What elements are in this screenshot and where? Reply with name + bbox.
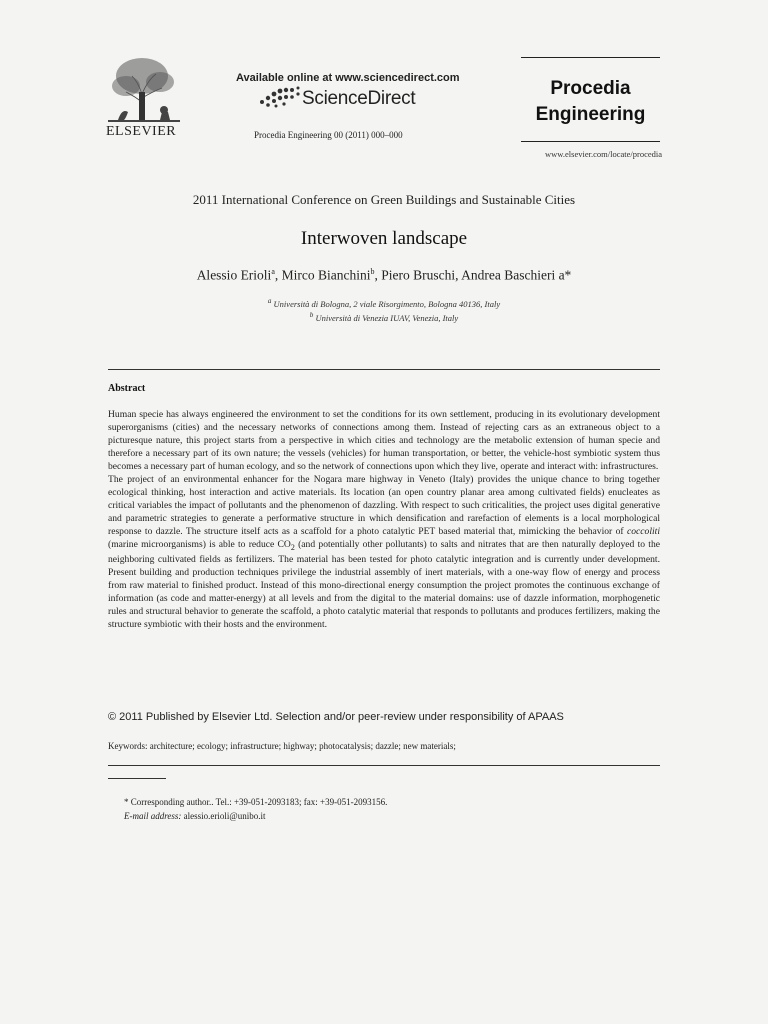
- author-name: Mirco Bianchini: [281, 267, 371, 283]
- journal-url[interactable]: www.elsevier.com/locate/procedia: [545, 149, 662, 159]
- email-note: [124, 811, 265, 821]
- author-affil-mark: b: [370, 267, 375, 276]
- conference-name: 2011 International Conference on Green Buildings and Sustainable Cities: [192, 192, 576, 207]
- abstract-paragraph-2: [108, 474, 660, 632]
- author-separator: ,: [374, 267, 382, 283]
- author-affil-mark: a: [271, 267, 275, 276]
- abstract-body: [108, 409, 660, 632]
- abstract-subscript: 2: [290, 542, 295, 552]
- abstract-heading: Abstract: [108, 383, 146, 394]
- publisher-name: ELSEVIER: [106, 124, 177, 139]
- author-separator: ,: [274, 267, 282, 283]
- abstract-paragraph-1: Human specie has always engineered the environment to set the conditions for its own settlement, producing in its evolutionary development superorganisms (cities) and the necessary networks of connections among them. Instead of rejecting cars as an extraneous object to a picturesque nature, this project starts from a perspective in which cities and technology are the metabolic extension of human specie and therefore a necessary part of its own nature; the vessels (vehicles) for human transportation, or better, the vehicle-host symbiotic system thus becomes a necessary part of human ecology, and so the network of connections upon which they live, operate and interact with: infrastructures.: [108, 409, 660, 472]
- sciencedirect-dots-icon: [256, 86, 306, 108]
- sciencedirect-logo-text: ScienceDirect: [302, 88, 416, 109]
- journal-reference: Procedia Engineering 00 (2011) 000–000: [254, 130, 403, 140]
- affil-mark: b: [309, 311, 314, 319]
- affil-text: Università di Venezia IUAV, Venezia, Italy: [315, 312, 459, 323]
- copyright-notice: © 2011 Published by Elsevier Ltd. Selection and/or peer-review under responsibility of APAAS: [108, 711, 564, 723]
- abstract-text: (and potentially other pollutants) to salts and nitrates that are then naturally deployed to the neighboring cultivated fields as fertilizers. The material has been tested for photo catalytic integration and is currently under development. Present building and production techniques privilege the industrial assembly of inert materials, with a one-way flow of energy and process from raw material to finished product. Instead of this mono-directional energy consumption the project promotes the continuous exchange of information (as code and matter-energy) at all levels and from the digital to the material domains: use of dazzle information, morphogenetic rules and structural behavior to generate the scaffold, a photo catalytic material that responds to pollutants and produces fertilizers, making the structure symbiotic with their hosts and the environment.: [108, 538, 660, 631]
- author-list: [0, 267, 768, 284]
- journal-rule-bottom: [521, 141, 660, 142]
- email-label: E-mail address:: [124, 811, 182, 821]
- affil-mark: a: [267, 297, 272, 305]
- affiliation-b: [0, 311, 768, 323]
- paper-title: Interwoven landscape: [300, 228, 468, 249]
- affiliation-a: [0, 297, 768, 309]
- abstract-italic-term: coccoliti: [626, 525, 660, 537]
- journal-title: Procedia Engineering: [535, 78, 646, 125]
- corresponding-author-note: * Corresponding author.. Tel.: +39-051-2093183; fax: +39-051-2093156.: [124, 797, 388, 807]
- affil-text: Università di Bologna, 2 viale Risorgimento, Bologna 40136, Italy: [273, 298, 501, 309]
- abstract-rule-top: [108, 369, 660, 370]
- journal-rule-top: [521, 57, 660, 58]
- author-name: Alessio Erioli: [196, 267, 272, 283]
- available-online-text: Available online at www.sciencedirect.com: [236, 72, 460, 84]
- email-address[interactable]: alessio.erioli@unibo.it: [183, 811, 266, 821]
- abstract-rule-bottom: [108, 765, 660, 766]
- abstract-text: The project of an environmental enhancer for the Nogara mare highway in Veneto (Italy) provides the unique chance to bring together ecological thinking, host interaction and active materials. Its location (an open country planar area among cultivated fields) enucleates as critical variables the impact of pollutants and the phenomenon of dazzling. With respect to such criticalities, the project uses digital generative and parametric strategies to generate a performative structure in which densification and rarefaction of elements is a local morphological response to dazzle. The structure itself acts as a scaffold for a photo catalytic PET based material that, mimicking the behavior of: [108, 473, 660, 537]
- keywords: Keywords: architecture; ecology; infrastructure; highway; photocatalysis; dazzle; new materials;: [108, 741, 456, 751]
- author-name: Piero Bruschi, Andrea Baschieri a*: [381, 267, 572, 283]
- abstract-text: (marine microorganisms) is able to reduce CO: [108, 538, 291, 550]
- footnote-rule: [108, 778, 166, 779]
